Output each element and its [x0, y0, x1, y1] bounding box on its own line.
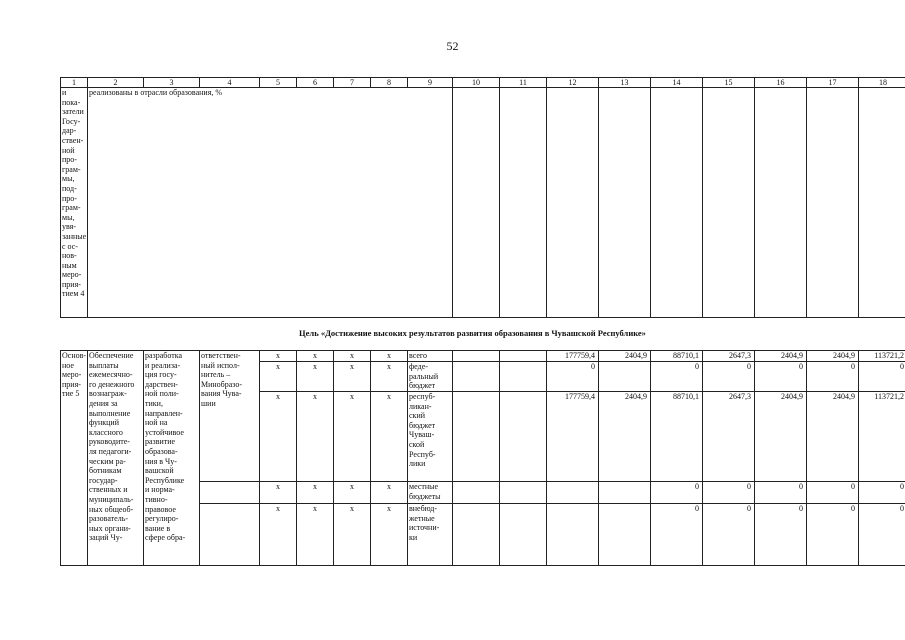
x-mark: x — [334, 362, 371, 392]
amount-cell: 0 — [807, 482, 859, 504]
column-number: 4 — [200, 78, 260, 88]
empty-cell — [599, 88, 651, 318]
empty-cell — [453, 351, 500, 362]
amount-cell: 2404,9 — [599, 392, 651, 482]
column-number: 2 — [88, 78, 144, 88]
amount-cell: 2647,3 — [703, 392, 755, 482]
empty-cell — [453, 362, 500, 392]
lower-table — [60, 350, 905, 566]
column-number: 14 — [651, 78, 703, 88]
text-line: ческим ра- — [89, 456, 126, 466]
indicator-label-cell — [61, 88, 88, 318]
text-line: грам- — [62, 164, 81, 174]
text-line: мы, — [62, 212, 75, 222]
x-mark: x — [371, 392, 408, 482]
text-line: бюджет — [409, 381, 436, 391]
x-mark: x — [297, 351, 334, 362]
text-line: ное — [62, 360, 74, 370]
text-line: ежемесячно- — [89, 370, 133, 380]
text-line: про- — [62, 193, 77, 203]
text-line: вашской — [145, 466, 174, 476]
text-line: и норма- — [145, 485, 175, 495]
text-line: прия- — [62, 379, 81, 389]
column-number: 16 — [755, 78, 807, 88]
empty-cell — [453, 482, 500, 504]
amount-cell: 0 — [859, 482, 905, 504]
text-line: дения за — [89, 398, 118, 408]
empty-cell — [453, 392, 500, 482]
amount-cell: 0 — [703, 482, 755, 504]
column-number: 13 — [599, 78, 651, 88]
amount-cell: 2404,9 — [755, 392, 807, 482]
text-line: тики, — [145, 398, 163, 408]
text-line: про- — [62, 155, 77, 165]
x-mark: x — [297, 362, 334, 392]
amount-cell: 0 — [651, 504, 703, 566]
text-line: тие 5 — [62, 389, 80, 399]
text-line: ной поли- — [145, 389, 179, 399]
amount-cell: 0 — [547, 362, 599, 392]
empty-cell — [547, 88, 599, 318]
amount-cell: 0 — [651, 362, 703, 392]
x-mark: x — [334, 504, 371, 566]
text-line: Республике — [145, 475, 185, 485]
empty-cell — [500, 392, 547, 482]
text-line: дарствен- — [145, 379, 178, 389]
text-line: ский — [409, 411, 425, 421]
empty-cell — [500, 482, 547, 504]
text-line: респуб- — [409, 392, 436, 401]
indicator-text-cell: реализованы в отрасли образования, % — [88, 88, 453, 318]
text-line: сфере обра- — [145, 533, 186, 543]
activity-name-cell — [88, 351, 144, 566]
x-mark: x — [371, 351, 408, 362]
funding-source-cell — [408, 482, 453, 504]
x-mark: x — [371, 362, 408, 392]
text-line: муниципаль- — [89, 494, 134, 504]
amount-cell: 2404,9 — [755, 351, 807, 362]
text-line: ликан- — [409, 401, 432, 411]
text-line: ответствен- — [201, 351, 241, 360]
text-line: грам- — [62, 203, 81, 213]
column-number: 6 — [297, 78, 334, 88]
text-line: вание в — [145, 523, 171, 533]
text-line: шии — [201, 398, 216, 408]
amount-cell: 177759,4 — [547, 392, 599, 482]
x-mark: x — [260, 392, 297, 482]
x-mark: x — [334, 482, 371, 504]
text-line: классного — [89, 427, 123, 437]
amount-cell: 0 — [651, 482, 703, 504]
empty-cell — [200, 482, 260, 504]
empty-cell — [200, 504, 260, 566]
empty-cell — [755, 88, 807, 318]
text-line: Респуб- — [409, 449, 436, 459]
text-line: всего — [409, 351, 428, 360]
text-line: ной — [62, 145, 75, 155]
empty-cell — [500, 351, 547, 362]
text-line: ботникам — [89, 466, 122, 476]
text-line: под- — [62, 183, 77, 193]
amount-cell: 0 — [755, 482, 807, 504]
text-line: вания Чува- — [201, 389, 242, 399]
funding-source-cell — [408, 351, 453, 362]
x-mark: x — [297, 482, 334, 504]
text-line: выплаты — [89, 360, 119, 370]
text-line: ральный — [409, 371, 439, 381]
text-line: и реализа- — [145, 360, 181, 370]
x-mark: x — [260, 351, 297, 362]
funding-source-cell — [408, 504, 453, 566]
text-line: ственных и — [89, 485, 128, 495]
column-number: 17 — [807, 78, 859, 88]
text-line: ной на — [145, 418, 168, 428]
amount-cell: 113721,2 — [859, 351, 905, 362]
text-line: вознаграж- — [89, 389, 127, 399]
text-line: с ос- — [62, 241, 78, 251]
text-line: выполнение — [89, 408, 131, 418]
amount-cell: 88710,1 — [651, 392, 703, 482]
amount-cell: 2404,9 — [807, 351, 859, 362]
column-number: 10 — [453, 78, 500, 88]
text-line: ный испол- — [201, 360, 240, 370]
text-line: нитель – — [201, 370, 231, 380]
column-number: 11 — [500, 78, 547, 88]
column-number: 8 — [371, 78, 408, 88]
goal-heading: Цель «Достижение высоких результатов развития образования в Чувашской Республике» — [299, 328, 646, 338]
text-line: руководите- — [89, 437, 130, 447]
column-number-row — [61, 78, 905, 88]
text-line: Минобразо- — [201, 379, 243, 389]
funding-source-cell — [408, 362, 453, 392]
text-line: развитие — [145, 437, 176, 447]
column-number: 9 — [408, 78, 453, 88]
text-line: прия- — [62, 279, 81, 289]
text-line: ных органи- — [89, 523, 131, 533]
activity-type-cell — [61, 351, 88, 566]
text-line: ской — [409, 439, 425, 449]
amount-cell: 0 — [703, 362, 755, 392]
text-line: внебюд- — [409, 504, 437, 513]
text-line: правовое — [145, 504, 176, 514]
text-line: ным — [62, 260, 77, 270]
amount-cell: 0 — [859, 362, 905, 392]
text-line: Чуваш- — [409, 430, 435, 440]
empty-cell — [500, 88, 547, 318]
text-line: жетные — [409, 513, 435, 523]
amount-cell — [547, 504, 599, 566]
text-line: мы, — [62, 174, 75, 184]
text-line: занные — [62, 231, 87, 241]
text-line: ля педагоги- — [89, 446, 132, 456]
x-mark: x — [334, 351, 371, 362]
text-line: и пока- — [62, 88, 81, 107]
amount-cell: 0 — [755, 504, 807, 566]
text-line: меро- — [62, 270, 82, 280]
text-line: бюджет — [409, 420, 436, 430]
column-number: 18 — [859, 78, 905, 88]
text-line: нов- — [62, 251, 77, 261]
empty-cell — [807, 88, 859, 318]
text-line: лики — [409, 459, 426, 469]
text-line: функций — [89, 418, 119, 428]
text-line: государ- — [89, 475, 118, 485]
amount-cell: 0 — [703, 504, 755, 566]
column-number: 5 — [260, 78, 297, 88]
amount-cell: 2404,9 — [599, 351, 651, 362]
amount-cell — [599, 362, 651, 392]
text-line: разработка — [145, 351, 183, 360]
text-line: устойчивое — [145, 427, 184, 437]
x-mark: x — [260, 504, 297, 566]
empty-cell — [859, 88, 905, 318]
indicator-row — [61, 88, 905, 318]
text-line: ки — [409, 532, 418, 542]
empty-cell — [453, 504, 500, 566]
amount-cell: 0 — [807, 362, 859, 392]
text-line: направлен- — [145, 408, 183, 418]
page-number: 52 — [446, 39, 459, 53]
text-line: го денежного — [89, 379, 135, 389]
text-line: феде- — [409, 362, 428, 371]
text-line: ция госу- — [145, 370, 177, 380]
text-line: дар- — [62, 126, 77, 136]
text-line: местные — [409, 482, 439, 491]
text-line: бюджеты — [409, 491, 441, 501]
empty-cell — [651, 88, 703, 318]
x-mark: x — [260, 482, 297, 504]
text-line: Госу- — [62, 116, 81, 126]
text-line: увя- — [62, 222, 77, 232]
text-line: ния в Чу- — [145, 456, 177, 466]
text-line: источни- — [409, 523, 440, 533]
amount-cell — [547, 482, 599, 504]
amount-cell: 113721,2 — [859, 392, 905, 482]
text-line: Обеспечение — [89, 351, 134, 360]
amount-cell: 2647,3 — [703, 351, 755, 362]
amount-cell: 2404,9 — [807, 392, 859, 482]
text-line: регулиро- — [145, 514, 179, 524]
text-line: заций Чу- — [89, 533, 123, 543]
amount-cell: 0 — [807, 504, 859, 566]
amount-cell: 88710,1 — [651, 351, 703, 362]
text-line: разователь- — [89, 514, 129, 524]
empty-cell — [703, 88, 755, 318]
funding-source-cell — [408, 392, 453, 482]
x-mark: x — [334, 392, 371, 482]
amount-cell: 177759,4 — [547, 351, 599, 362]
text-line: ных общеоб- — [89, 504, 134, 514]
column-number: 1 — [61, 78, 88, 88]
x-mark: x — [297, 392, 334, 482]
responsible-cell — [200, 351, 260, 482]
empty-cell — [500, 362, 547, 392]
amount-cell — [599, 504, 651, 566]
text-line: Основ- — [62, 351, 87, 360]
activity-goal-cell — [144, 351, 200, 566]
column-number: 15 — [703, 78, 755, 88]
text-line: тивно- — [145, 494, 168, 504]
text-line: меро- — [62, 370, 82, 380]
x-mark: x — [297, 504, 334, 566]
upper-table — [60, 77, 905, 318]
column-number: 12 — [547, 78, 599, 88]
column-number: 7 — [334, 78, 371, 88]
text-line: ствен- — [62, 135, 84, 145]
empty-cell — [500, 504, 547, 566]
amount-cell — [599, 482, 651, 504]
text-line: тием 4 — [62, 289, 85, 299]
column-number: 3 — [144, 78, 200, 88]
amount-cell: 0 — [859, 504, 905, 566]
funding-row — [61, 351, 905, 362]
text-line: затели — [62, 107, 84, 117]
text-line: образова- — [145, 446, 178, 456]
empty-cell — [453, 88, 500, 318]
amount-cell: 0 — [755, 362, 807, 392]
x-mark: x — [260, 362, 297, 392]
x-mark: x — [371, 504, 408, 566]
x-mark: x — [371, 482, 408, 504]
